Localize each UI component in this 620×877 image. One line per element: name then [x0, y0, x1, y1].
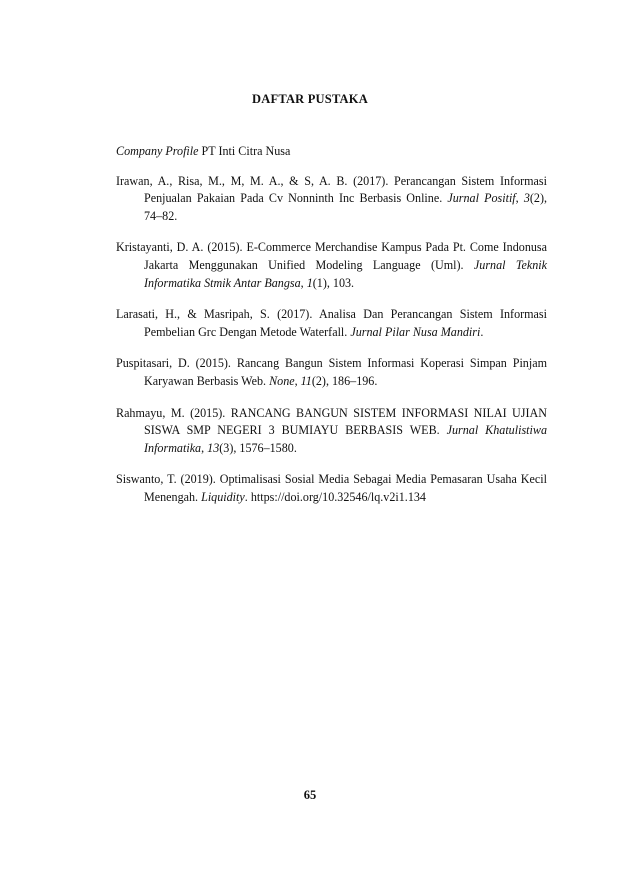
reference-text: Irawan, A., Risa, M., M, M. A., & S, A. B. (2017). Perancangan Sistem Informasi Penjualan Pakaian Pada Cv Nonninth Inc Berbasis Online. — [116, 173, 547, 206]
reference-italic: 13 — [207, 440, 220, 455]
reference-text: . https://doi.org/10.32546/lq.v2i1.134 — [244, 489, 426, 504]
reference-item — [116, 173, 547, 226]
reference-text: Larasati, H., & Masripah, S. (2017). Analisa Dan Perancangan Sistem Informasi Pembelian Grc Dengan Metode Waterfall. — [116, 307, 547, 339]
reference-text: , — [300, 275, 307, 290]
reference-item — [116, 239, 547, 292]
reference-text: , — [515, 191, 524, 206]
page-number: 65 — [303, 788, 317, 802]
reference-item — [116, 405, 547, 458]
reference-text: (2), 74–82. — [144, 191, 547, 223]
reference-list — [116, 143, 547, 521]
reference-text: , — [294, 373, 301, 388]
reference-item — [116, 143, 547, 161]
reference-italic: 3 — [523, 191, 530, 206]
reference-italic: 1 — [306, 275, 313, 290]
reference-text: Kristayanti, D. A. (2015). E-Commerce Merchandise Kampus Pada Pt. Come Indonusa Jakarta Menggunakan Unified Modeling Language (Uml). — [116, 240, 547, 272]
reference-italic: Jurnal Positif — [447, 191, 516, 206]
reference-text: (1), 103. — [312, 275, 355, 290]
reference-text: (2), 186–196. — [311, 373, 378, 388]
reference-text: Rahmayu, M. (2015). RANCANG BANGUN SISTEM INFORMASI NILAI UJIAN SISWA SMP NEGERI 3 BUMIAYU BERBASIS WEB. — [116, 405, 547, 438]
reference-item — [116, 471, 547, 506]
page-title: DAFTAR PUSTAKA — [252, 92, 368, 106]
reference-italic: 11 — [300, 373, 312, 388]
reference-italic: None — [269, 373, 295, 388]
reference-text: Puspitasari, D. (2015). Rancang Bangun Sistem Informasi Koperasi Simpan Pinjam Karyawan Berbasis Web. — [116, 356, 547, 388]
reference-item — [116, 355, 547, 390]
reference-text: . — [480, 324, 484, 339]
reference-item — [116, 306, 547, 341]
reference-text: Siswanto, T. (2019). Optimalisasi Sosial Media Sebagai Media Pemasaran Usaha Kecil Menengah. — [116, 472, 547, 504]
reference-italic: Jurnal Khatulistiwa Informatika — [144, 423, 547, 455]
reference-italic: Liquidity — [201, 489, 245, 504]
reference-italic: Jurnal Pilar Nusa Mandiri — [350, 324, 481, 339]
reference-text: PT Inti Citra Nusa — [198, 144, 291, 158]
reference-italic: Jurnal Teknik Informatika Stmik Antar Bangsa — [144, 257, 547, 290]
reference-text: (3), 1576–1580. — [219, 440, 297, 455]
reference-text: , — [201, 440, 208, 455]
reference-italic: Company Profile — [116, 144, 199, 158]
